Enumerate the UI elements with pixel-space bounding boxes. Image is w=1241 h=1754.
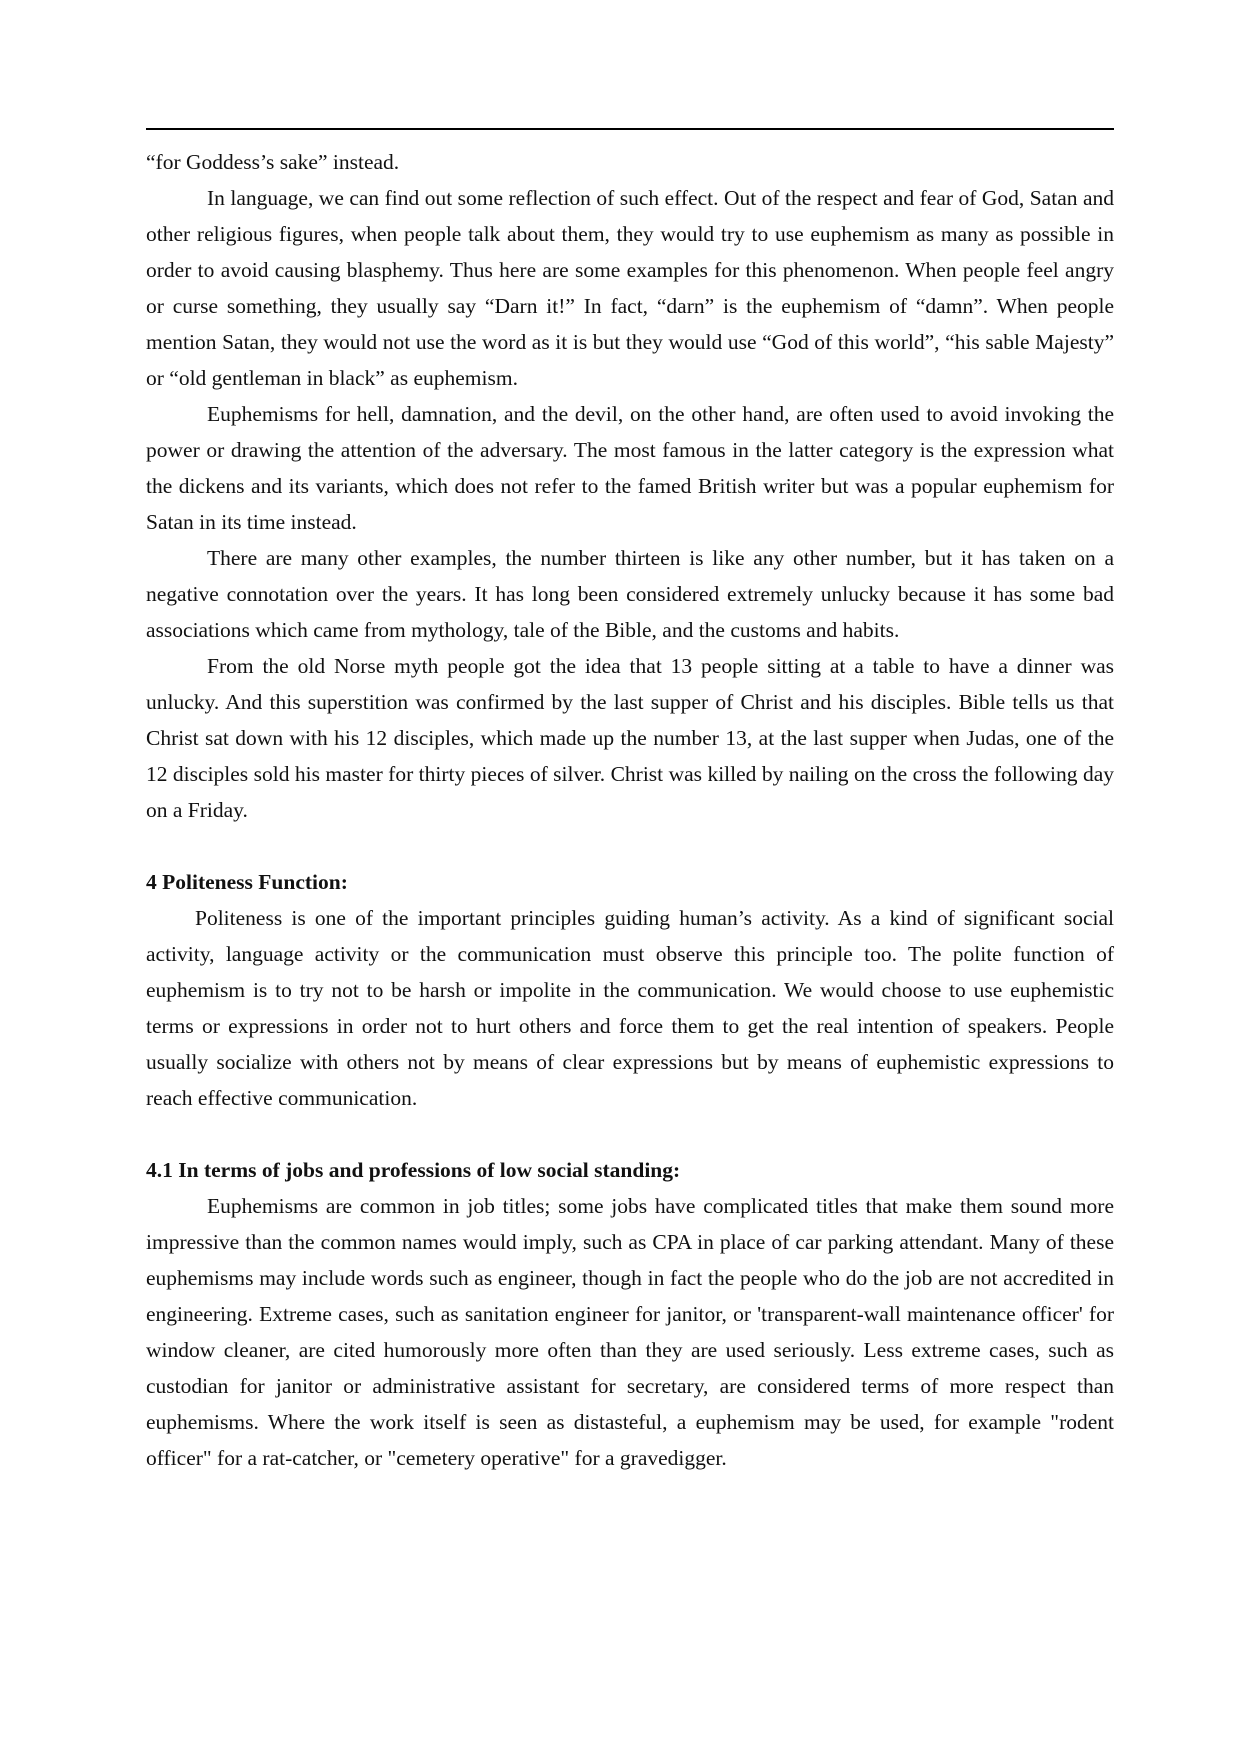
paragraph-norse-myth: From the old Norse myth people got the idea that 13 people sitting at a table to have a dinner was unlucky. And this superstition was confirmed by the last supper of Christ and his disciples. Bible tells us that Christ sat down with his 12 disciples, which made up the number 13, at the last supper when Judas, one of the 12 disciples sold his master for thirty pieces of silver. Christ was killed by nailing on the cross the following day on a Friday.	[146, 654, 1114, 822]
header-rule	[146, 128, 1114, 130]
page-body	[146, 144, 1114, 1476]
paragraph-politeness: Politeness is one of the important principles guiding human’s activity. As a kind of significant social activity, language activity or the communication must observe this principle too. The polite function of euphemism is to try not to be harsh or impolite in the communication. We would choose to use euphemistic terms or expressions in order not to hurt others and force them to get the real intention of speakers. People usually socialize with others not by means of clear expressions but by means of euphemistic expressions to reach effective communication.	[146, 906, 1114, 1110]
paragraph-hell-damnation: Euphemisms for hell, damnation, and the devil, on the other hand, are often used to avoid invoking the power or drawing the attention of the adversary. The most famous in the latter category is the expression what the dickens and its variants, which does not refer to the famed British writer but was a popular euphemism for Satan in its time instead.	[146, 402, 1114, 534]
section-heading-politeness: 4 Politeness Function:	[146, 870, 348, 894]
paragraph-job-titles: Euphemisms are common in job titles; some jobs have complicated titles that make them sound more impressive than the common names would imply, such as CPA in place of car parking attendant. Many of these euphemisms may include words such as engineer, though in fact the people who do the job are not accredited in engineering. Extreme cases, such as sanitation engineer for janitor, or 'transparent-wall maintenance officer' for window cleaner, are cited humorously more often than they are used seriously. Less extreme cases, such as custodian for janitor or administrative assistant for secretary, are considered terms of more respect than euphemisms. Where the work itself is seen as distasteful, a euphemism may be used, for example "rodent officer" for a rat-catcher, or "cemetery operative" for a gravedigger.	[146, 1194, 1114, 1470]
spacer	[146, 1116, 1114, 1152]
paragraph-language-reflection: In language, we can find out some reflection of such effect. Out of the respect and fear of God, Satan and other religious figures, when people talk about them, they would try to use euphemism as many as possible in order to avoid causing blasphemy. Thus here are some examples for this phenomenon. When people feel angry or curse something, they usually say “Darn it!” In fact, “darn” is the euphemism of “damn”. When people mention Satan, they would not use the word as it is but they would use “God of this world”, “his sable Majesty” or “old gentleman in black” as euphemism.	[146, 186, 1114, 390]
paragraph-number-thirteen: There are many other examples, the number thirteen is like any other number, but it has taken on a negative connotation over the years. It has long been considered extremely unlucky because it has some bad associations which came from mythology, tale of the Bible, and the customs and habits.	[146, 546, 1114, 642]
section-heading-jobs: 4.1 In terms of jobs and professions of low social standing:	[146, 1158, 681, 1182]
paragraph-continuation: “for Goddess’s sake” instead.	[146, 150, 400, 174]
spacer	[146, 828, 1114, 864]
